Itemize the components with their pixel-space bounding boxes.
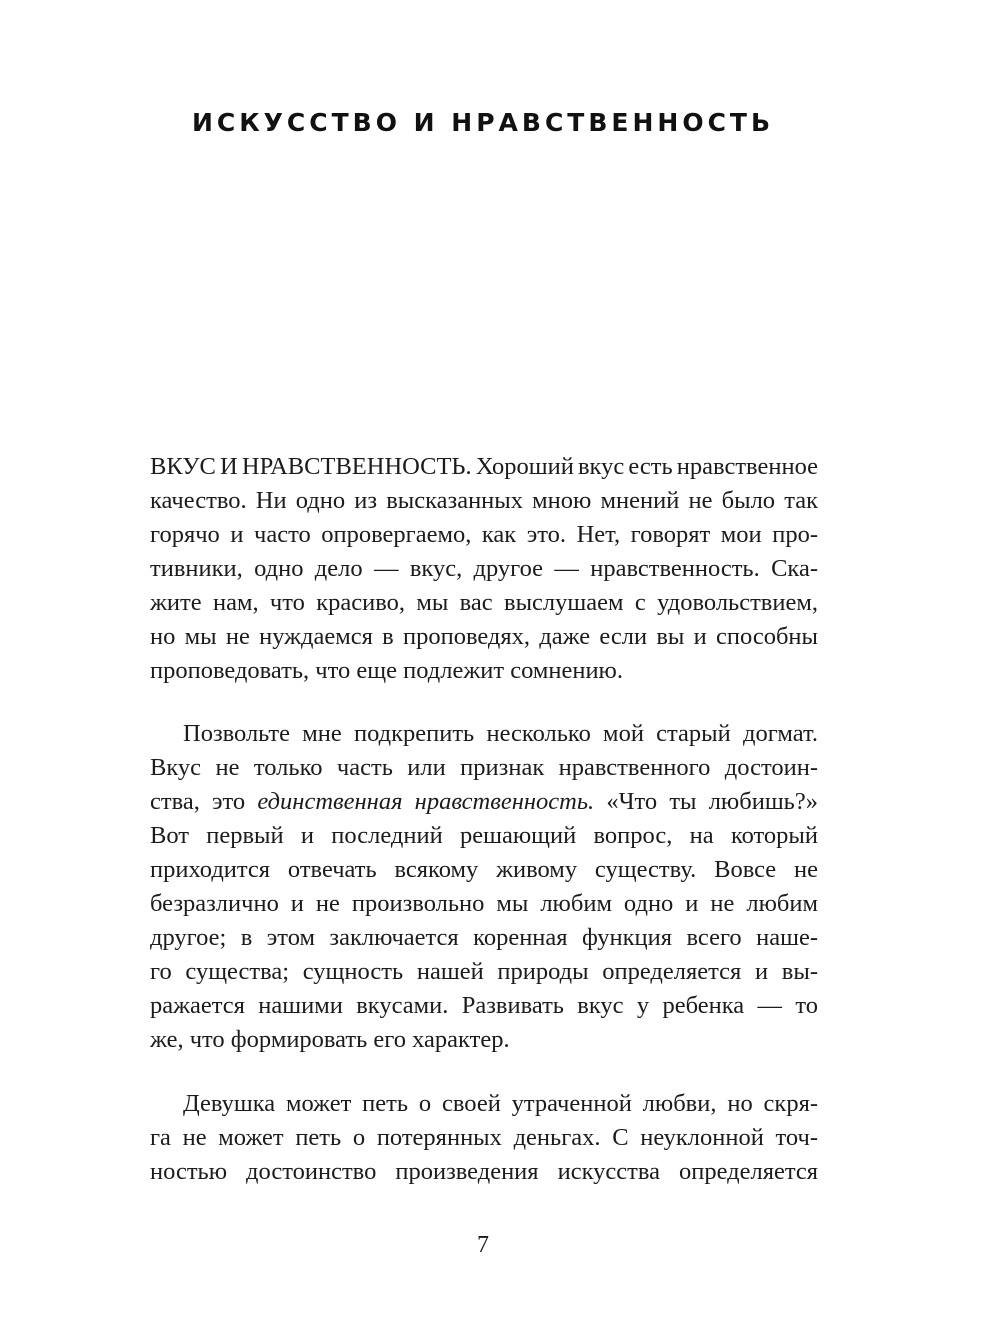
paragraph-1-line: качество. Ни одно из высказанных мною мнений не было так — [150, 487, 818, 514]
paragraph-2-line: Позвольте мне подкрепить несколько мой старый догмат. — [183, 720, 818, 747]
paragraph-3 — [150, 1087, 818, 1189]
paragraph-1 — [150, 450, 818, 688]
paragraph-2-line: приходится отвечать всякому живому существу. Вовсе не — [150, 856, 818, 883]
paragraph-2-line: ражается нашими вкусами. Развивать вкус у ребенка — то — [150, 992, 818, 1019]
page-number: 7 — [477, 1232, 489, 1258]
paragraph-3-line: га не может петь о потерянных деньгах. С неуклонной точ- — [150, 1124, 818, 1151]
paragraph-1-line: но мы не нуждаемся в проповедях, даже если вы и способны — [150, 623, 818, 650]
paragraph-2-line: же, что формировать его характер. — [150, 1026, 510, 1053]
paragraph-2-line-3-start: ства, это — [150, 788, 258, 815]
section-heading: ВКУС И НРАВСТВЕННОСТЬ. — [150, 453, 472, 480]
paragraph-2-line: другое; в этом заключается коренная функция всего наше- — [150, 924, 818, 951]
paragraph-1-line: горячо и часто опровергаемо, как это. Нет, говорят мои про- — [150, 521, 818, 548]
paragraph-2 — [150, 717, 818, 1057]
paragraph-1-line: жите нам, что красиво, мы вас выслушаем с удовольствием, — [150, 589, 818, 616]
paragraph-2-line-3-end: «Что ты любишь?» — [594, 788, 818, 815]
paragraph-2-line: Вот первый и последний решающий вопрос, на который — [150, 822, 818, 849]
paragraph-1-line: проповедовать, что еще подлежит сомнению. — [150, 657, 623, 684]
paragraph-1-line-1 — [150, 450, 818, 484]
paragraph-1-line: тивники, одно дело — вкус, другое — нравственность. Ска- — [150, 555, 818, 582]
paragraph-2-line: Вкус не только часть или признак нравственного достоин- — [150, 754, 818, 781]
paragraph-1-line-1-text: Хороший вкус есть нравственное — [471, 453, 818, 480]
paragraph-3-line: ностью достоинство произведения искусства определяется — [150, 1158, 818, 1185]
chapter-title: ИСКУССТВО И НРАВСТВЕННОСТЬ — [191, 108, 775, 137]
paragraph-2-line: безразлично и не произвольно мы любим одно и не любим — [150, 890, 818, 917]
paragraph-2-line-3 — [150, 785, 818, 819]
emphasis-text: единственная нравственность. — [257, 788, 595, 815]
paragraph-3-line: Девушка может петь о своей утраченной любви, но скря- — [183, 1090, 818, 1117]
paragraph-2-line: го существа; сущность нашей природы определяется и вы- — [150, 958, 818, 985]
